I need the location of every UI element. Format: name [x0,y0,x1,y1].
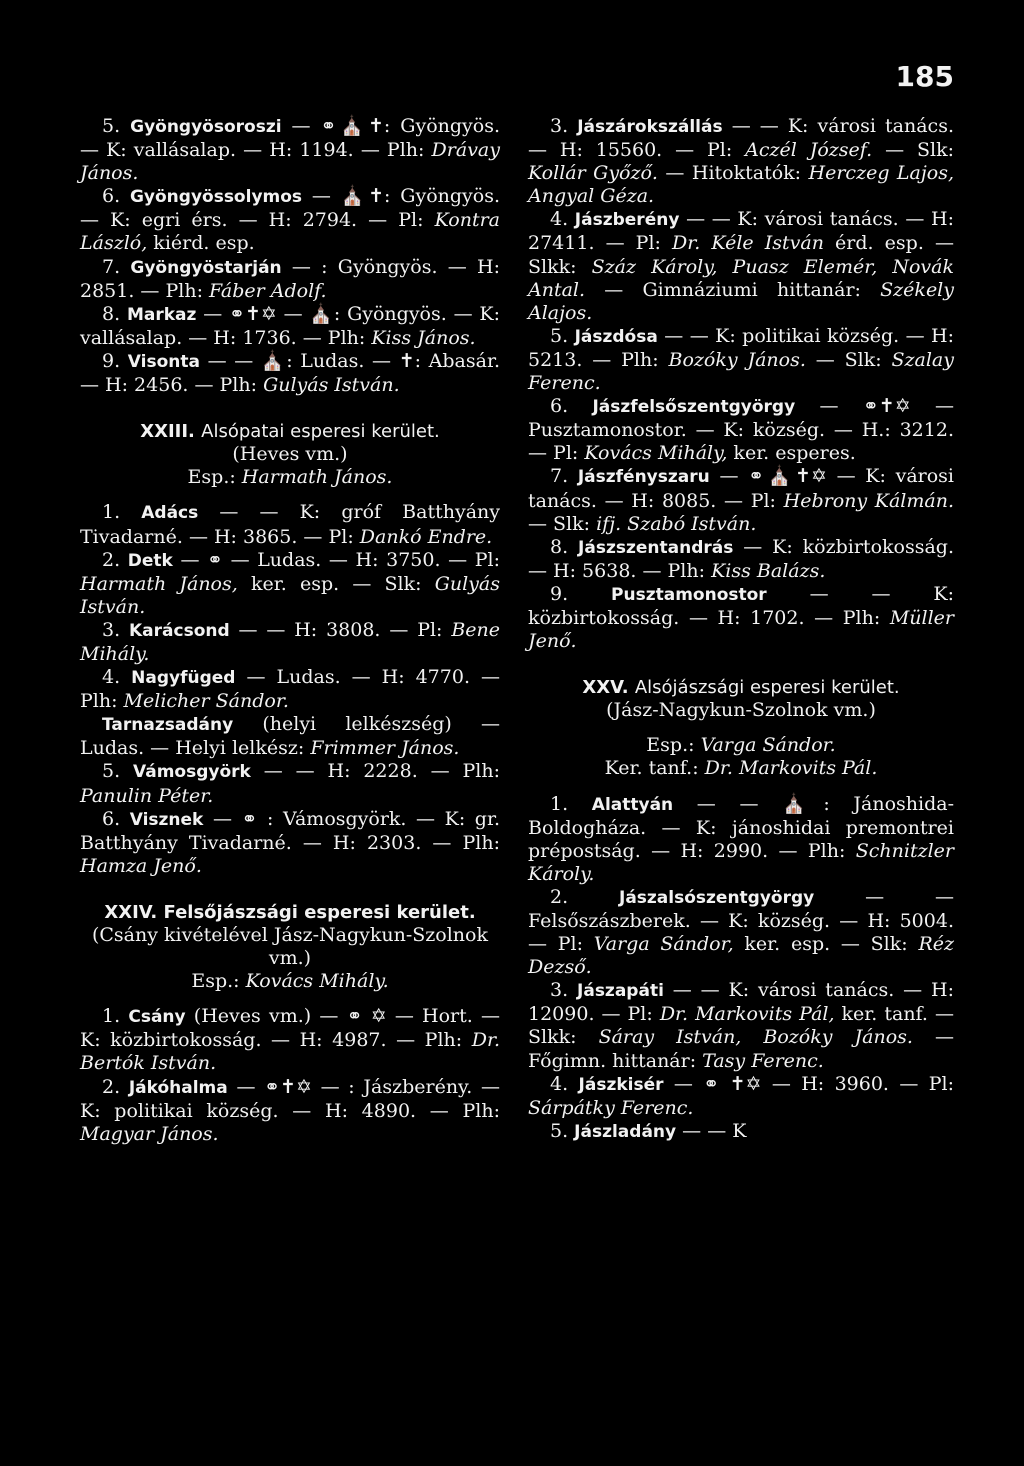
page-number: 185 [895,60,954,93]
section-heading-xxiii: XXIII. Alsópatai esperesi kerület. [140,421,440,443]
entry-nagyfuged: 4. Nagyfüged — Ludas. — H: 4770. — Plh: Melicher Sándor. [80,666,500,713]
entry-jaszladany: 5. Jászladány — — K [550,1119,747,1142]
section-subtitle-xxiv: (Csány kivételével Jász-Nagykun-Szolnok vm.) [91,924,488,970]
entry-csany: 1. Csány (Heves vm.) — ⚭ ✡ — Hort. — K: közbirtokosság. — H: 4987. — Plh: Dr. Bertók István. [80,1005,500,1075]
entry-jaszkiser: 4. Jászkisér — ⚭ ✝✡ — H: 3960. — Pl: Sárpátky Ferenc. [528,1072,955,1119]
entry-jakohalma: 2. Jákóhalma — ⚭✝✡ — : Jászberény. — K: politikai község. — H: 4890. — Plh: Magyar János. [80,1075,500,1145]
entry-markaz: 8. Markaz — ⚭✝✡ — ⛪: Gyöngyös. — K: vallásalap. — H: 1736. — Plh: Kiss János. [80,302,501,349]
entry-karacsond: 3. Karácsond — — H: 3808. — Pl: Bene Mihály. [80,618,501,665]
entry-jaszarokszallas: 3. Jászárokszállás — — K: városi tanács. — H: 15560. — Pl: Aczél József. — Slk: Kollár Győző. — Hitoktatók: Herczeg Lajos, Angyal Géza. [528,115,954,208]
entry-detk: 2. Detk — ⚭ — Ludas. — H: 3750. — Pl: Harmath János, ker. esp. — Slk: Gulyás István. [80,548,500,618]
entry-visonta: 9. Visonta — — ⛪: Ludas. — ✝: Abasár. — H: 2456. — Plh: Gulyás István. [80,349,500,397]
entry-jaszszentandras: 8. Jászszentandrás — K: közbirtokosság. — H: 5638. — Plh: Kiss Balázs. [528,535,954,582]
entry-pusztamonostor: 9. Pusztamonostor — — K: közbirtokosság. — H: 1702. — Plh: Müller Jenő. [528,582,954,653]
entry-vamosgyork: 5. Vámosgyörk — — H: 2228. — Plh: Panulin Péter. [80,760,500,807]
entry-jaszalsoszentgyorgy: 2. Jászalsószentgyörgy — — Felsőszászberek. — K: község. — H: 5004. — Pl: Varga Sándor, ker. esp. — Slk: Réz Dezső. [528,885,954,979]
entry-jaszdosa: 5. Jászdósa — — K: politikai község. — H: 5213. — Plh: Bozóky János. — Slk: Szalay Ferenc. [528,324,955,395]
entry-jaszfelsoszentgyorgy: 6. Jászfelsőszentgyörgy — ⚭✝✡ — Pusztamonostor. — K: község. — H.: 3212. — Pl: Kovács Mihály, ker. esperes. [528,395,954,465]
section-heading-xxiv: XXIV. Felsőjászsági esperesi kerület. [104,901,476,923]
section-dean-xxiv: Esp.: Kovács Mihály. [191,970,389,993]
right-column [528,115,954,1144]
entry-jaszapati: 3. Jászapáti — — K: városi tanács. — H: 12090. — Pl: Dr. Markovits Pál, ker. tanf. — Slkk: Sáray István, Bozóky János. — Főgimn. hittanár: Tasy Ferenc. [528,979,955,1072]
entry-gyongyostarjan: 7. Gyöngyöstarján — : Gyöngyös. — H: 2851. — Plh: Fáber Adolf. [80,255,500,302]
left-column [80,115,500,1146]
entry-alattyan: 1. Alattyán — — ⛪: Jánoshida-Boldogháza. — K: jánoshidai premontrei prépostság. — H: 2990. — Plh: Schnitzler Károly. [528,792,955,885]
section-inspector-xxv: Ker. tanf.: Dr. Markovits Pál. [604,757,878,780]
entry-tarnazsadany: Tarnazsadány (helyi lelkészség) — Ludas. — Helyi lelkész: Frimmer János. [80,713,500,760]
entry-gyongyosoroszi: 5. Gyöngyösoroszi — ⚭⛪✝: Gyöngyös. — K: vallásalap. — H: 1194. — Plh: Drávay János. [80,115,500,185]
entry-visznek: 6. Visznek — ⚭ : Vámosgyörk. — K: gr. Batthyány Tivadarné. — H: 2303. — Plh: Hamza Jenő. [80,807,501,877]
entry-jaszbereny: 4. Jászberény — — K: városi tanács. — H: 27411. — Pl: Dr. Kéle István érd. esp. — Slkk: Száz Károly, Puasz Elemér, Novák Antal. — Gimnáziumi hittanár: Székely Alajos. [528,208,954,324]
entry-adacs: 1. Adács — — K: gróf Batthyány Tivadarné. — H: 3865. — Pl: Dankó Endre. [80,501,500,548]
section-dean-xxiii: Esp.: Harmath János. [187,466,393,489]
section-subtitle-xxiii: (Heves vm.) [232,443,348,466]
section-heading-xxv: XXV. Alsójászsági esperesi kerület. [582,677,900,699]
section-dean-xxv: Esp.: Varga Sándor. [646,734,836,757]
section-subtitle-xxv: (Jász-Nagykun-Szolnok vm.) [606,699,876,722]
entry-jaszfenyszaru: 7. Jászfényszaru — ⚭⛪✝✡ — K: városi tanács. — H: 8085. — Pl: Hebrony Kálmán. — Slk: ifj. Szabó István. [528,465,955,535]
entry-gyongyossolymos: 6. Gyöngyössolymos — ⛪✝: Gyöngyös. — K: egri érs. — H: 2794. — Pl: Kontra László, kiérd. esp. [80,185,500,255]
